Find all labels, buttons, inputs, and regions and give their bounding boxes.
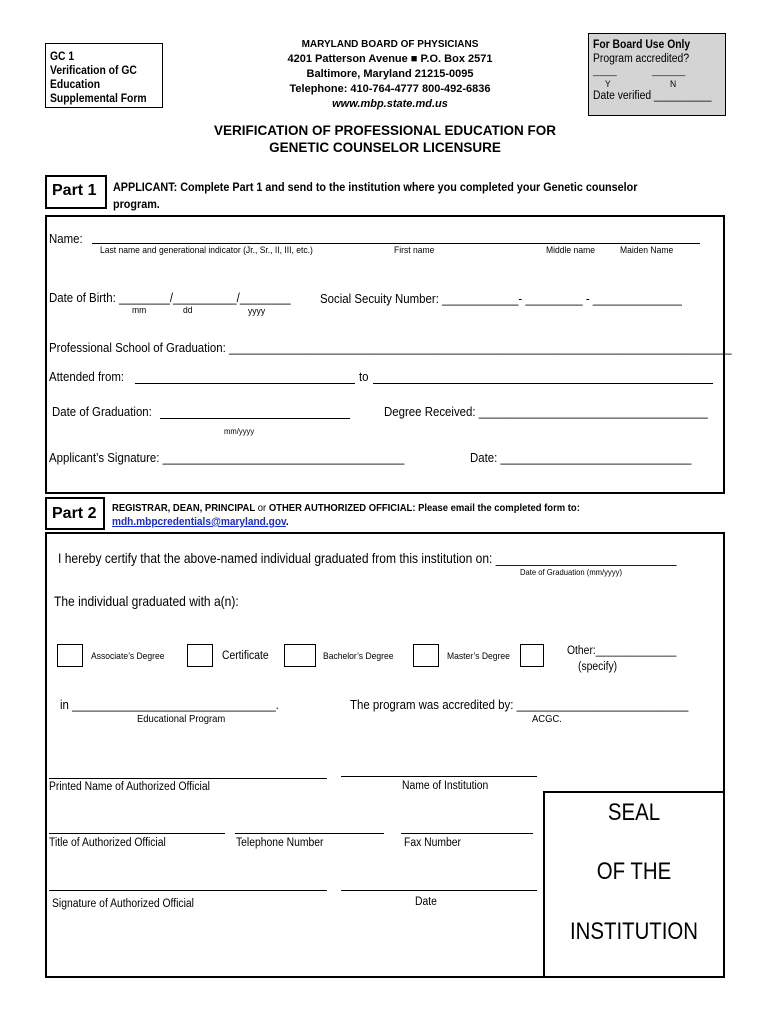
attended-to-label: to	[359, 369, 369, 384]
institution-name-input[interactable]	[341, 776, 537, 777]
bachelor-checkbox[interactable]	[284, 644, 316, 667]
dob-field[interactable]: Date of Birth: ________/__________/________	[49, 290, 291, 305]
part2-instructions-d: : Please email the completed form to:	[412, 502, 580, 514]
master-checkbox[interactable]	[413, 644, 439, 667]
fax-input[interactable]	[401, 833, 533, 834]
name-sub-first: First name	[394, 245, 435, 256]
board-use-title: For Board Use Only	[593, 39, 691, 51]
board-website: www.mbp.state.md.us	[332, 98, 448, 110]
ssn-field[interactable]: Social Secuity Number: ____________- _________ - ______________	[320, 291, 682, 306]
board-use-blank-n: _______	[652, 66, 686, 77]
associate-label: Associate’s Degree	[91, 651, 165, 662]
form-id-line3: Education	[50, 79, 101, 91]
part1-instructions-2: program.	[113, 197, 160, 211]
master-label: Master’s Degree	[447, 651, 510, 662]
in-program-field[interactable]: in ________________________________.	[60, 697, 279, 712]
institution-name-label: Name of Institution	[402, 780, 489, 792]
attended-to-input[interactable]	[373, 383, 713, 384]
signature-official-input[interactable]	[49, 890, 327, 891]
name-sub-last: Last name and generational indicator (Jr., Sr., II, III, etc.)	[100, 245, 313, 256]
email-link[interactable]: mdh.mbpcredentials@maryland.gov	[112, 516, 286, 528]
part1-instructions-1: APPLICANT: Complete Part 1 and send to the institution where you completed your Genetic counselor	[113, 180, 638, 194]
attended-from-input[interactable]	[135, 383, 355, 384]
grad-date-label: Date of Graduation:	[52, 404, 152, 419]
certify-sub: Date of Graduation (mm/yyyy)	[520, 567, 623, 577]
form-title-line1: VERIFICATION OF PROFESSIONAL EDUCATION FOR	[213, 123, 556, 138]
other-field[interactable]: Other:______________	[567, 645, 677, 657]
board-address2: Baltimore, Maryland 21215-0095	[306, 68, 474, 80]
title-official-input[interactable]	[49, 833, 225, 834]
dob-mm: mm	[132, 305, 147, 316]
grad-date-sub: mm/yyyy	[224, 426, 255, 436]
printed-name-input[interactable]	[49, 778, 327, 779]
board-header	[260, 38, 520, 112]
certificate-label: Certificate	[222, 650, 269, 662]
email-tail: .	[285, 516, 289, 528]
part2-instructions	[112, 502, 580, 514]
form-id-line2: Verification of GC	[50, 65, 137, 77]
board-use-n: N	[670, 79, 677, 90]
board-address1: 4201 Patterson Avenue ■ P.O. Box 2571	[287, 53, 493, 65]
telephone-label: Telephone Number	[236, 837, 324, 849]
applicant-date-field[interactable]: Date: ______________________________	[470, 450, 692, 465]
name-input[interactable]	[92, 243, 700, 244]
part1-label: Part 1	[52, 182, 97, 199]
attended-from-label: Attended from:	[49, 369, 125, 384]
board-use-date-verified: Date verified __________	[593, 90, 712, 102]
school-field[interactable]: Professional School of Graduation: _______________________________________________________________________________	[49, 340, 732, 355]
official-date-label: Date	[415, 896, 437, 908]
seal-text-2: OF THE	[596, 858, 672, 885]
name-sub-middle: Middle name	[546, 245, 595, 256]
graduated-with-label: The individual graduated with a(n):	[54, 593, 239, 609]
board-use-blank-y: _____	[593, 66, 617, 77]
printed-name-label: Printed Name of Authorized Official	[49, 781, 210, 793]
accredited-sub: ACGC.	[532, 713, 562, 725]
form-id-line1: GC 1	[50, 51, 75, 63]
other-sub: (specify)	[578, 661, 618, 673]
part2-instructions-b: or	[255, 502, 269, 514]
certificate-checkbox[interactable]	[187, 644, 213, 667]
form-title-line2: GENETIC COUNSELOR LICENSURE	[269, 140, 501, 155]
form-title	[150, 122, 620, 156]
certify-field[interactable]: I hereby certify that the above-named individual graduated from this institution on: ___________________________	[58, 550, 677, 566]
official-date-input[interactable]	[341, 890, 537, 891]
signature-official-label: Signature of Authorized Official	[52, 898, 194, 910]
fax-label: Fax Number	[404, 837, 461, 849]
applicant-signature-field[interactable]: Applicant’s Signature: ______________________________________	[49, 450, 405, 465]
title-official-label: Title of Authorized Official	[49, 837, 166, 849]
seal-text-1: SEAL	[607, 799, 661, 826]
part2-label: Part 2	[52, 505, 97, 522]
part2-instructions-c: OTHER AUTHORIZED OFFICIAL	[268, 502, 413, 514]
accredited-by-field[interactable]: The program was accredited by: ___________________________	[350, 697, 689, 712]
telephone-input[interactable]	[235, 833, 384, 834]
part2-instructions-a: REGISTRAR, DEAN, PRINCIPAL	[112, 502, 256, 514]
part2-email-line	[112, 516, 289, 528]
bachelor-label: Bachelor’s Degree	[323, 651, 394, 662]
other-checkbox[interactable]	[520, 644, 544, 667]
board-use-y: Y	[605, 79, 611, 90]
grad-date-input[interactable]	[160, 418, 350, 419]
board-use-accredited: Program accredited?	[593, 53, 690, 65]
associate-checkbox[interactable]	[57, 644, 83, 667]
board-phone: Telephone: 410-764-4777 800-492-6836	[289, 83, 491, 95]
board-name: MARYLAND BOARD OF PHYSICIANS	[301, 39, 479, 50]
in-program-sub: Educational Program	[137, 713, 226, 725]
name-label: Name:	[49, 231, 83, 246]
dob-yyyy: yyyy	[248, 306, 266, 317]
seal-text-3: INSTITUTION	[569, 918, 699, 945]
degree-field[interactable]: Degree Received: ____________________________________	[384, 404, 708, 419]
form-id-line4: Supplemental Form	[50, 93, 147, 105]
dob-dd: dd	[183, 305, 193, 316]
name-sub-maiden: Maiden Name	[620, 245, 674, 256]
